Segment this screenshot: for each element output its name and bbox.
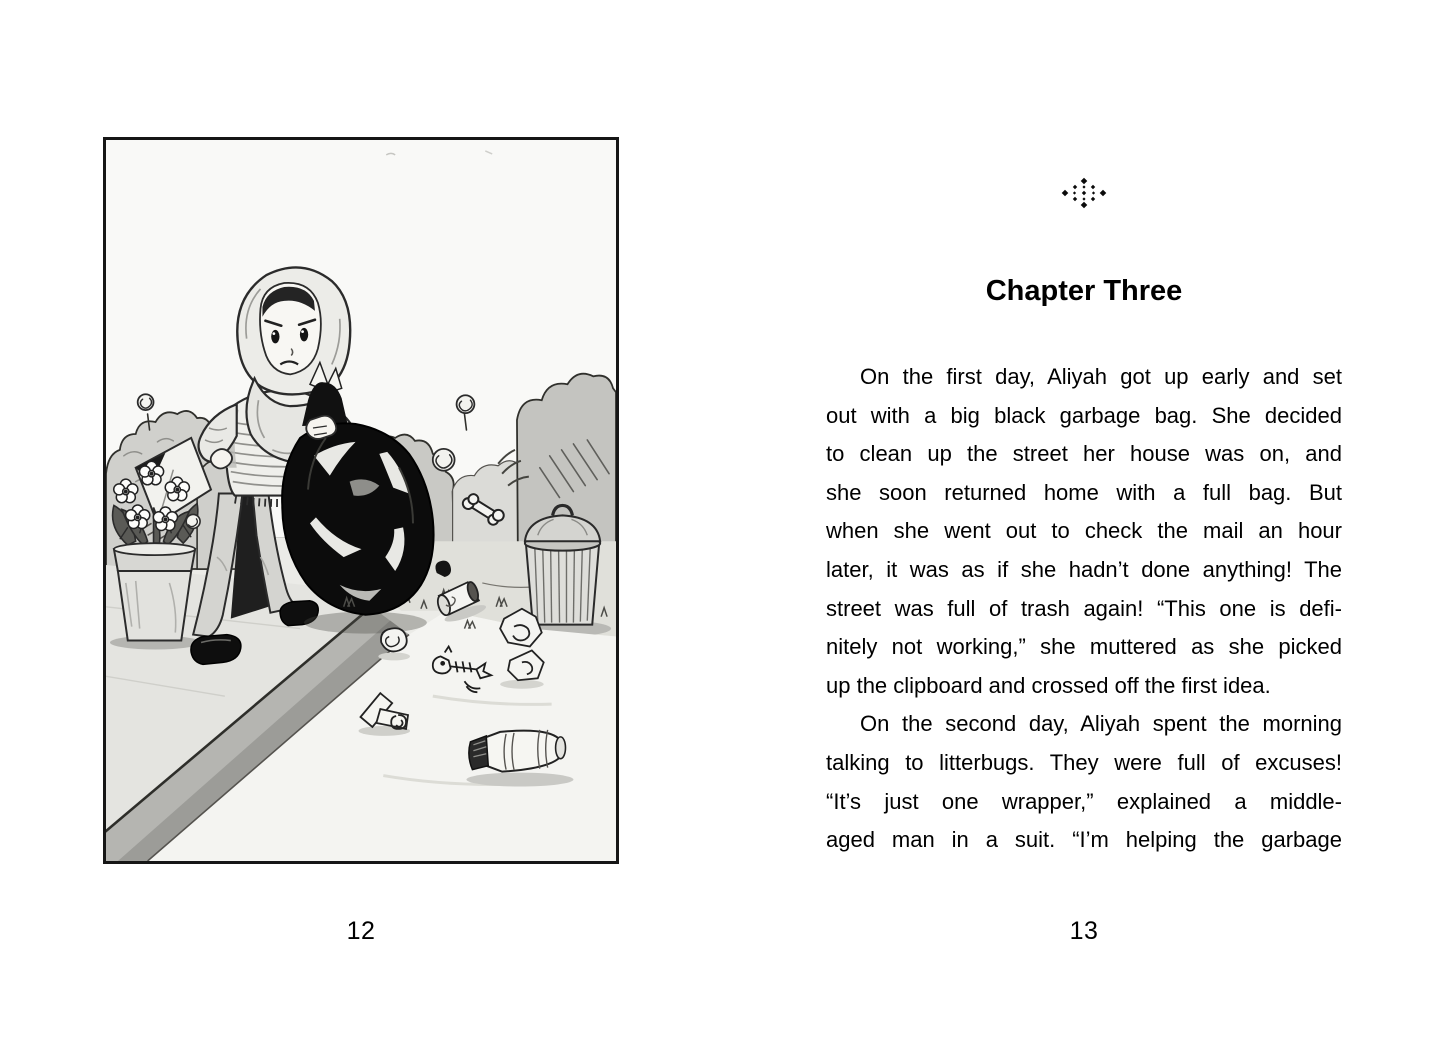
body-text-line: On the second day, Aliyah spent the morning	[860, 711, 1342, 737]
body-text-line: later, it was as if she hadn’t done anything! The	[826, 556, 1342, 582]
body-text-line: out with a big black garbage bag. She decided	[826, 402, 1342, 428]
chapter-title: Chapter Three	[985, 275, 1183, 307]
body-text-line: when she went out to check the mail an hour	[826, 518, 1342, 544]
chapter-ornament	[826, 177, 1342, 209]
body-text-line: to clean up the street her house was on, and	[826, 441, 1342, 467]
page-number-right: 13	[1069, 917, 1099, 945]
page-number-left: 12	[346, 917, 376, 945]
illustration-girl-garbage-bag	[106, 140, 616, 861]
diamond-ornament-icon	[1061, 177, 1107, 209]
body-text-line: up the clipboard and crossed off the first idea.	[826, 672, 1271, 698]
illustration-frame	[103, 137, 619, 864]
body-text-line: aged man in a suit. “I’m helping the garbage	[826, 827, 1342, 853]
body-text-line: nitely not working,” she muttered as she picked	[826, 634, 1342, 660]
body-text-line: street was full of trash again! “This one is defi-	[826, 595, 1342, 621]
plastic-bottle	[466, 730, 573, 787]
body-text-line: she soon returned home with a full bag. But	[826, 479, 1342, 505]
body-text-line: talking to litterbugs. They were full of excuses!	[826, 749, 1342, 775]
body-text-line: On the first day, Aliyah got up early and set	[860, 364, 1342, 389]
body-text-line: “It’s just one wrapper,” explained a middle-	[826, 788, 1342, 814]
chapter-body-text	[826, 358, 1342, 860]
